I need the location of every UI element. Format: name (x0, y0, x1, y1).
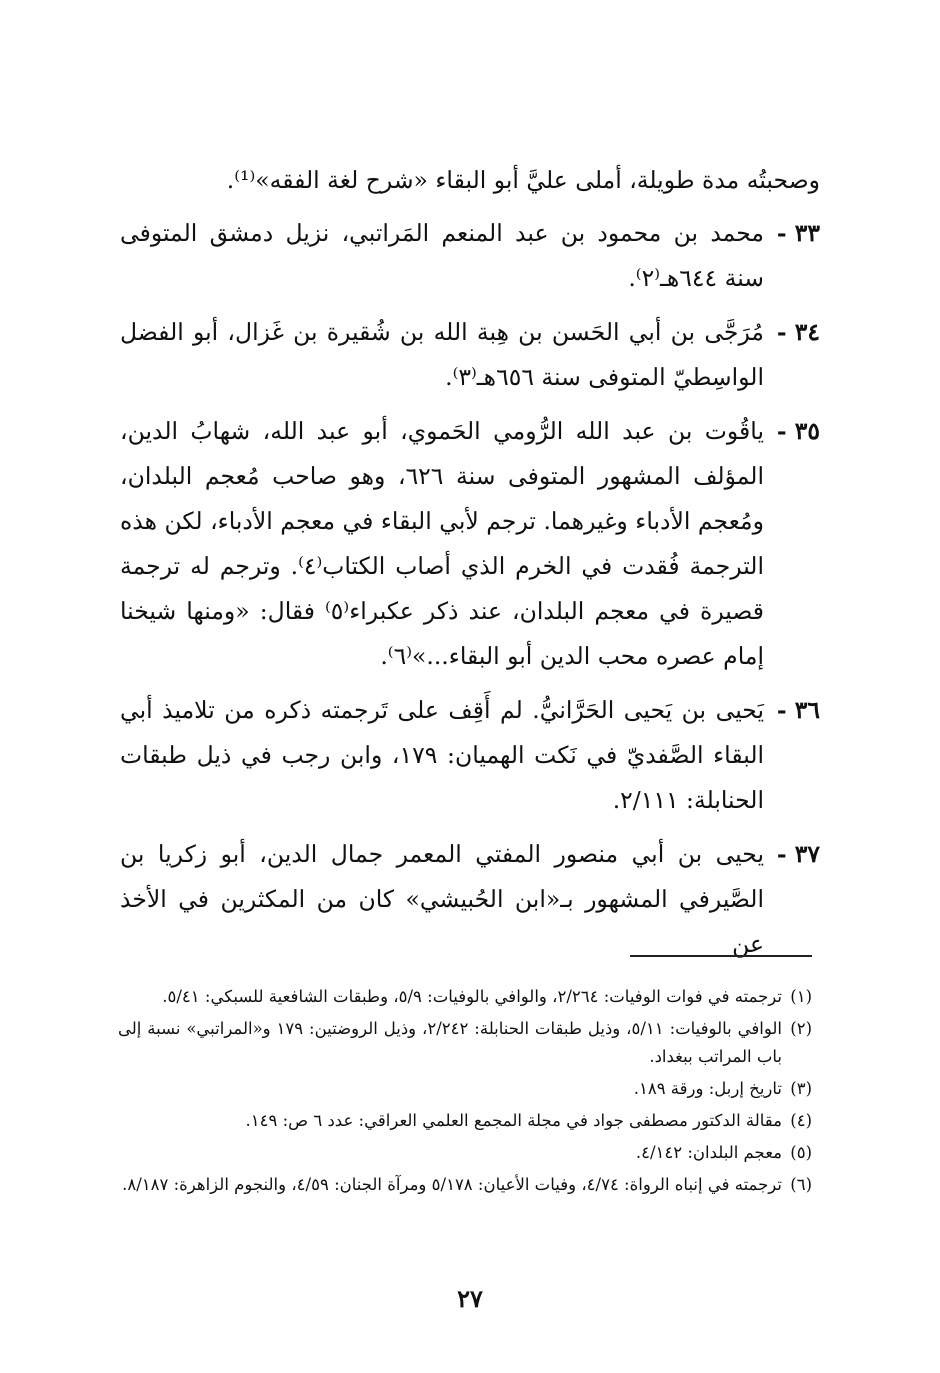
footnote-text: معجم البلدان: ٤/١٤٢. (635, 1143, 782, 1162)
entry-text: مُرَجَّى بن أبي الحَسن بن هِبة الله بن شُقيرة بن غَزال، أبو الفضل الواسِطيّ المتوفى سنة ٦٥٦هـ⁽٣⁾. (120, 318, 764, 391)
entry-number: ٣٣ - (776, 219, 820, 247)
footnote-1 (118, 983, 812, 1011)
footnote-mark: (٦) (790, 1175, 812, 1194)
footnote-text: مقالة الدكتور مصطفى جواد في مجلة المجمع العلمي العراقي: عدد ٦ ص: ١٤٩. (245, 1111, 782, 1130)
footnote-mark: (١) (790, 987, 812, 1006)
footnote-6 (118, 1171, 812, 1199)
entry-number: ٣٤ - (776, 318, 820, 346)
entry-34 (120, 310, 820, 400)
footnote-text: ترجمته في إنباه الرواة: ٤/٧٤، وفيات الأعيان: ٥/١٧٨ ومرآة الجنان: ٤/٥٩، والنجوم الزاهرة: ٨/١٨٧. (122, 1175, 782, 1194)
entry-text: يَحيى بن يَحيى الحَرَّانيُّ. لم أَقِف على تَرجمته ذكره من تلاميذ أبي البقاء الصَّفديّ في نَكت الهميان: ١٧٩، وابن رجب في ذيل طبقات الحنابلة: ٢/١١١. (120, 696, 765, 814)
footnote-2 (118, 1015, 812, 1071)
entry-number: ٣٦ - (776, 696, 820, 724)
footnote-text: تاريخ إربل: ورقة ١٨٩. (633, 1079, 782, 1098)
main-text (120, 158, 820, 976)
footnotes (118, 983, 812, 1203)
entry-36 (120, 688, 820, 823)
entry-number: ٣٧ - (776, 840, 820, 868)
footnote-text: ترجمته في فوات الوفيات: ٢/٢٦٤، والوافي بالوفيات: ٥/٩، وطبقات الشافعية للسبكي: ٥/٤١. (162, 987, 782, 1006)
page-number: ٢٧ (457, 1284, 483, 1313)
entry-35 (120, 409, 820, 679)
footnote-mark: (٥) (790, 1143, 812, 1162)
footnote-mark: (٢) (790, 1019, 812, 1038)
footnote-3 (118, 1075, 812, 1103)
entry-text: محمد بن محمود بن عبد المنعم المَراتبي، نزيل دمشق المتوفى سنة ٦٤٤هـ⁽٢⁾. (120, 219, 764, 292)
footnote-text: الوافي بالوفيات: ٥/١١، وذيل طبقات الحنابلة: ٢/٢٤٢، وذيل الروضتين: ١٧٩ و«المراتبي» نسبة إلى باب المراتب ببغداد. (118, 1019, 782, 1066)
entry-33 (120, 211, 820, 301)
entry-37 (120, 832, 820, 967)
footnote-mark: (٤) (790, 1111, 812, 1130)
entry-number: ٣٥ - (776, 417, 820, 445)
footnote-5 (118, 1139, 812, 1167)
footnote-separator (630, 955, 812, 957)
footnote-4 (118, 1107, 812, 1135)
entry-text: ياقُوت بن عبد الله الرُّومي الحَموي، أبو عبد الله، شهابُ الدين، المؤلف المشهور المتوفى سنة ٦٢٦، وهو صاحب مُعجم البلدان، ومُعجم الأدباء وغيرهما. ترجم لأبي البقاء في معجم الأدباء، لكن هذه الترجمة فُقدت في الخرم الذي أصاب الكتاب⁽٤⁾. وترجم له ترجمة قصيرة في معجم البلدان، عند ذكر عكبراء⁽٥⁾ فقال: «ومنها شيخنا إمام عصره محب الدين أبو البقاء...»⁽٦⁾. (120, 417, 764, 670)
entry-text: يحيى بن أبي منصور المفتي المعمر جمال الدين، أبو زكريا بن الصَّيرفي المشهور بـ«ابن الحُبيشي» كان من المكثرين في الأخذ عن (120, 840, 764, 958)
footnote-mark: (٣) (790, 1079, 812, 1098)
intro-paragraph: وصحبتُه مدة طويلة، أملى عليَّ أبو البقاء «شرح لغة الفقه»⁽¹⁾. (226, 166, 820, 194)
